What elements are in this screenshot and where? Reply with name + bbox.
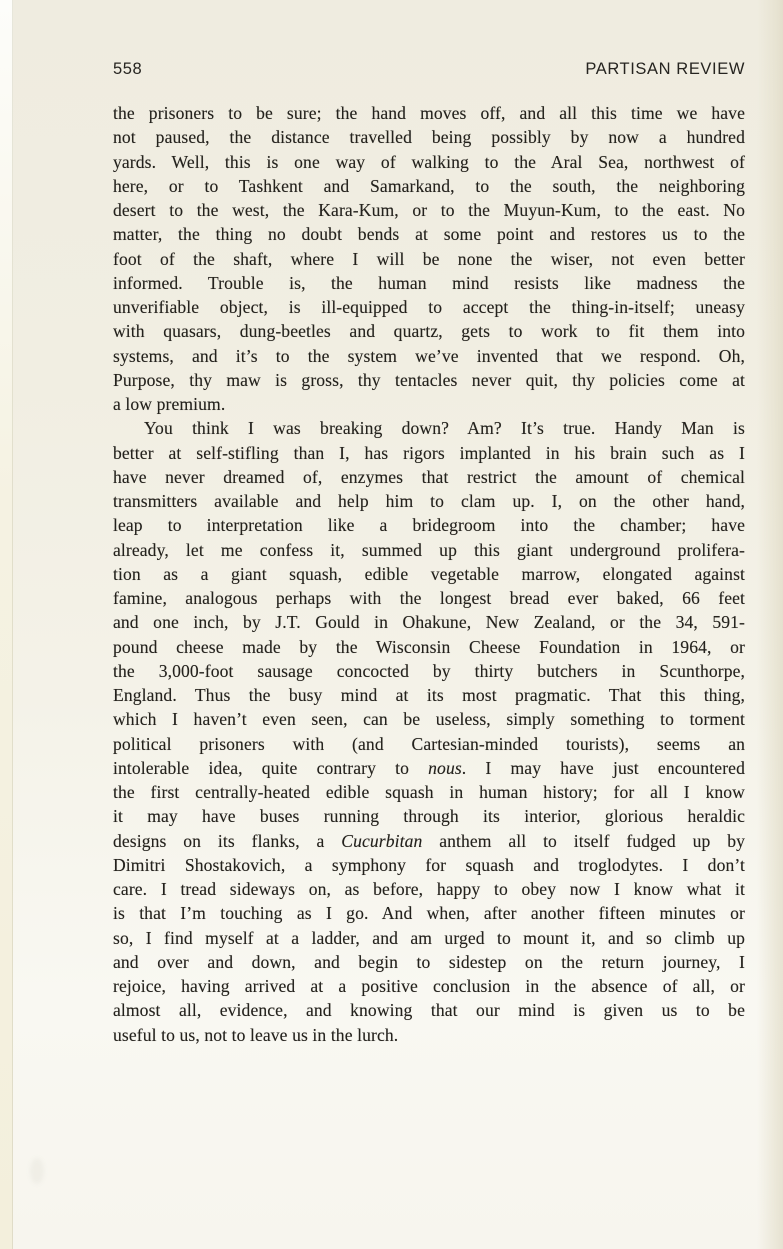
text-line (113, 586, 745, 610)
text-segment: so, I find myself at a ladder, and am urged to mount it, and so climb up (113, 927, 745, 948)
text-segment: matter, the thing no doubt bends at some point and restores us to the (113, 224, 745, 245)
text-line (113, 319, 745, 343)
text-line (113, 635, 745, 659)
text-segment: which I haven’t even seen, can be useless, simply something to torment (113, 709, 745, 730)
text-segment: desert to the west, the Kara-Kum, or to the Muyun-Kum, to the east. No (113, 200, 745, 220)
page-body (113, 101, 745, 1047)
text-line (113, 610, 745, 634)
text-segment: the prisoners to be sure; the hand moves off, and all this time we have (113, 103, 745, 123)
text-segment: . I may have just encountered (461, 757, 745, 778)
text-segment: unverifiable object, is ill-equipped to accept the thing-in-itself; uneasy (113, 297, 745, 317)
text-line (113, 780, 745, 804)
text-segment: famine, analogous perhaps with the longest bread ever baked, 66 feet (113, 588, 745, 608)
text-line (113, 150, 745, 174)
text-segment: useful to us, not to leave us in the lurch. (113, 1024, 399, 1045)
text-segment: a low premium. (113, 394, 226, 414)
text-line (113, 247, 745, 271)
text-line (113, 853, 745, 877)
text-segment: political prisoners with (and Cartesian-minded tourists), seems an (113, 733, 745, 754)
text-line (113, 562, 745, 586)
text-segment: it may have buses running through its interior, glorious heraldic (113, 806, 745, 827)
text-line (113, 271, 745, 295)
text-segment: not paused, the distance travelled being possibly by now a hundred (113, 127, 745, 148)
text-segment: leap to interpretation like a bridegroom into the chamber; have (113, 515, 745, 536)
text-line (113, 926, 745, 950)
text-line (113, 368, 745, 392)
text-line (113, 101, 745, 125)
italic-text: Cucurbitan (341, 830, 423, 851)
text-segment: Dimitri Shostakovich, a symphony for squash and troglodytes. I don’t (113, 854, 745, 875)
journal-title: PARTISAN REVIEW (585, 60, 745, 78)
running-head (113, 60, 745, 79)
text-segment: anthem all to itself fudged up by (422, 830, 745, 851)
text-line (113, 416, 745, 440)
scan-smudge (30, 1158, 44, 1184)
text-line (113, 441, 745, 465)
text-segment: here, or to Tashkent and Samarkand, to the south, the neighboring (113, 175, 745, 196)
text-line (113, 974, 745, 998)
text-line (113, 901, 745, 925)
text-line (113, 489, 745, 513)
text-line (113, 392, 745, 416)
text-line (113, 950, 745, 974)
text-line (113, 998, 745, 1022)
text-line (113, 707, 745, 731)
text-line (113, 222, 745, 246)
text-segment: tion as a giant squash, edible vegetable marrow, elongated against (113, 563, 745, 584)
text-segment: the 3,000-foot sausage concocted by thirty butchers in Scunthorpe, (113, 660, 745, 681)
text-segment: designs on its flanks, a (113, 830, 342, 851)
text-segment: rejoice, having arrived at a positive conclusion in the absence of all, or (113, 976, 745, 996)
text-segment: and one inch, by J.T. Gould in Ohakune, New Zealand, or the 34, 591- (113, 612, 745, 633)
text-line (113, 174, 745, 198)
text-line (113, 344, 745, 368)
text-segment: the first centrally-heated edible squash in human history; for all I know (113, 782, 745, 802)
italic-text: nous (428, 757, 462, 778)
text-segment: have never dreamed of, enzymes that restrict the amount of chemical (113, 466, 745, 487)
text-segment: systems, and it’s to the system we’ve invented that we respond. Oh, (113, 345, 745, 366)
text-line (113, 465, 745, 489)
text-line (113, 756, 745, 780)
text-segment: is that I’m touching as I go. And when, after another fifteen minutes or (113, 903, 745, 924)
text-line (113, 659, 745, 683)
text-segment: informed. Trouble is, the human mind resists like madness the (113, 272, 745, 293)
text-line (113, 829, 745, 853)
text-segment: already, let me confess it, summed up this giant underground prolifera- (113, 539, 745, 560)
text-segment: almost all, evidence, and knowing that our mind is given us to be (113, 1000, 745, 1021)
text-line (113, 1023, 745, 1047)
text-line (113, 538, 745, 562)
text-segment: foot of the shaft, where I will be none the wiser, not even better (113, 248, 745, 269)
text-segment: better at self-stifling than I, has rigors implanted in his brain such as I (113, 442, 745, 463)
text-segment: You think I was breaking down? Am? It’s true. Handy Man is (144, 418, 745, 439)
text-segment: transmitters available and help him to clam up. I, on the other hand, (113, 491, 745, 511)
text-segment: with quasars, dung-beetles and quartz, gets to work to fit them into (113, 321, 745, 342)
page-number: 558 (113, 60, 143, 78)
text-segment: yards. Well, this is one way of walking to the Aral Sea, northwest of (113, 151, 745, 172)
text-segment: pound cheese made by the Wisconsin Cheese Foundation in 1964, or (113, 636, 745, 657)
text-segment: and over and down, and begin to sidestep on the return journey, I (113, 951, 745, 972)
page-right-edge (757, 0, 783, 1249)
text-segment: intolerable idea, quite contrary to (113, 757, 429, 778)
text-line (113, 295, 745, 319)
text-line (113, 877, 745, 901)
text-line (113, 732, 745, 756)
text-line (113, 683, 745, 707)
text-segment: care. I tread sideways on, as before, happy to obey now I know what it (113, 879, 745, 899)
text-line (113, 198, 745, 222)
text-segment: England. Thus the busy mind at its most pragmatic. That this thing, (113, 685, 745, 705)
page-left-edge (0, 0, 13, 1249)
text-line (113, 125, 745, 149)
text-line (113, 804, 745, 828)
text-line (113, 513, 745, 537)
text-segment: Purpose, thy maw is gross, thy tentacles never quit, thy policies come at (113, 369, 745, 390)
